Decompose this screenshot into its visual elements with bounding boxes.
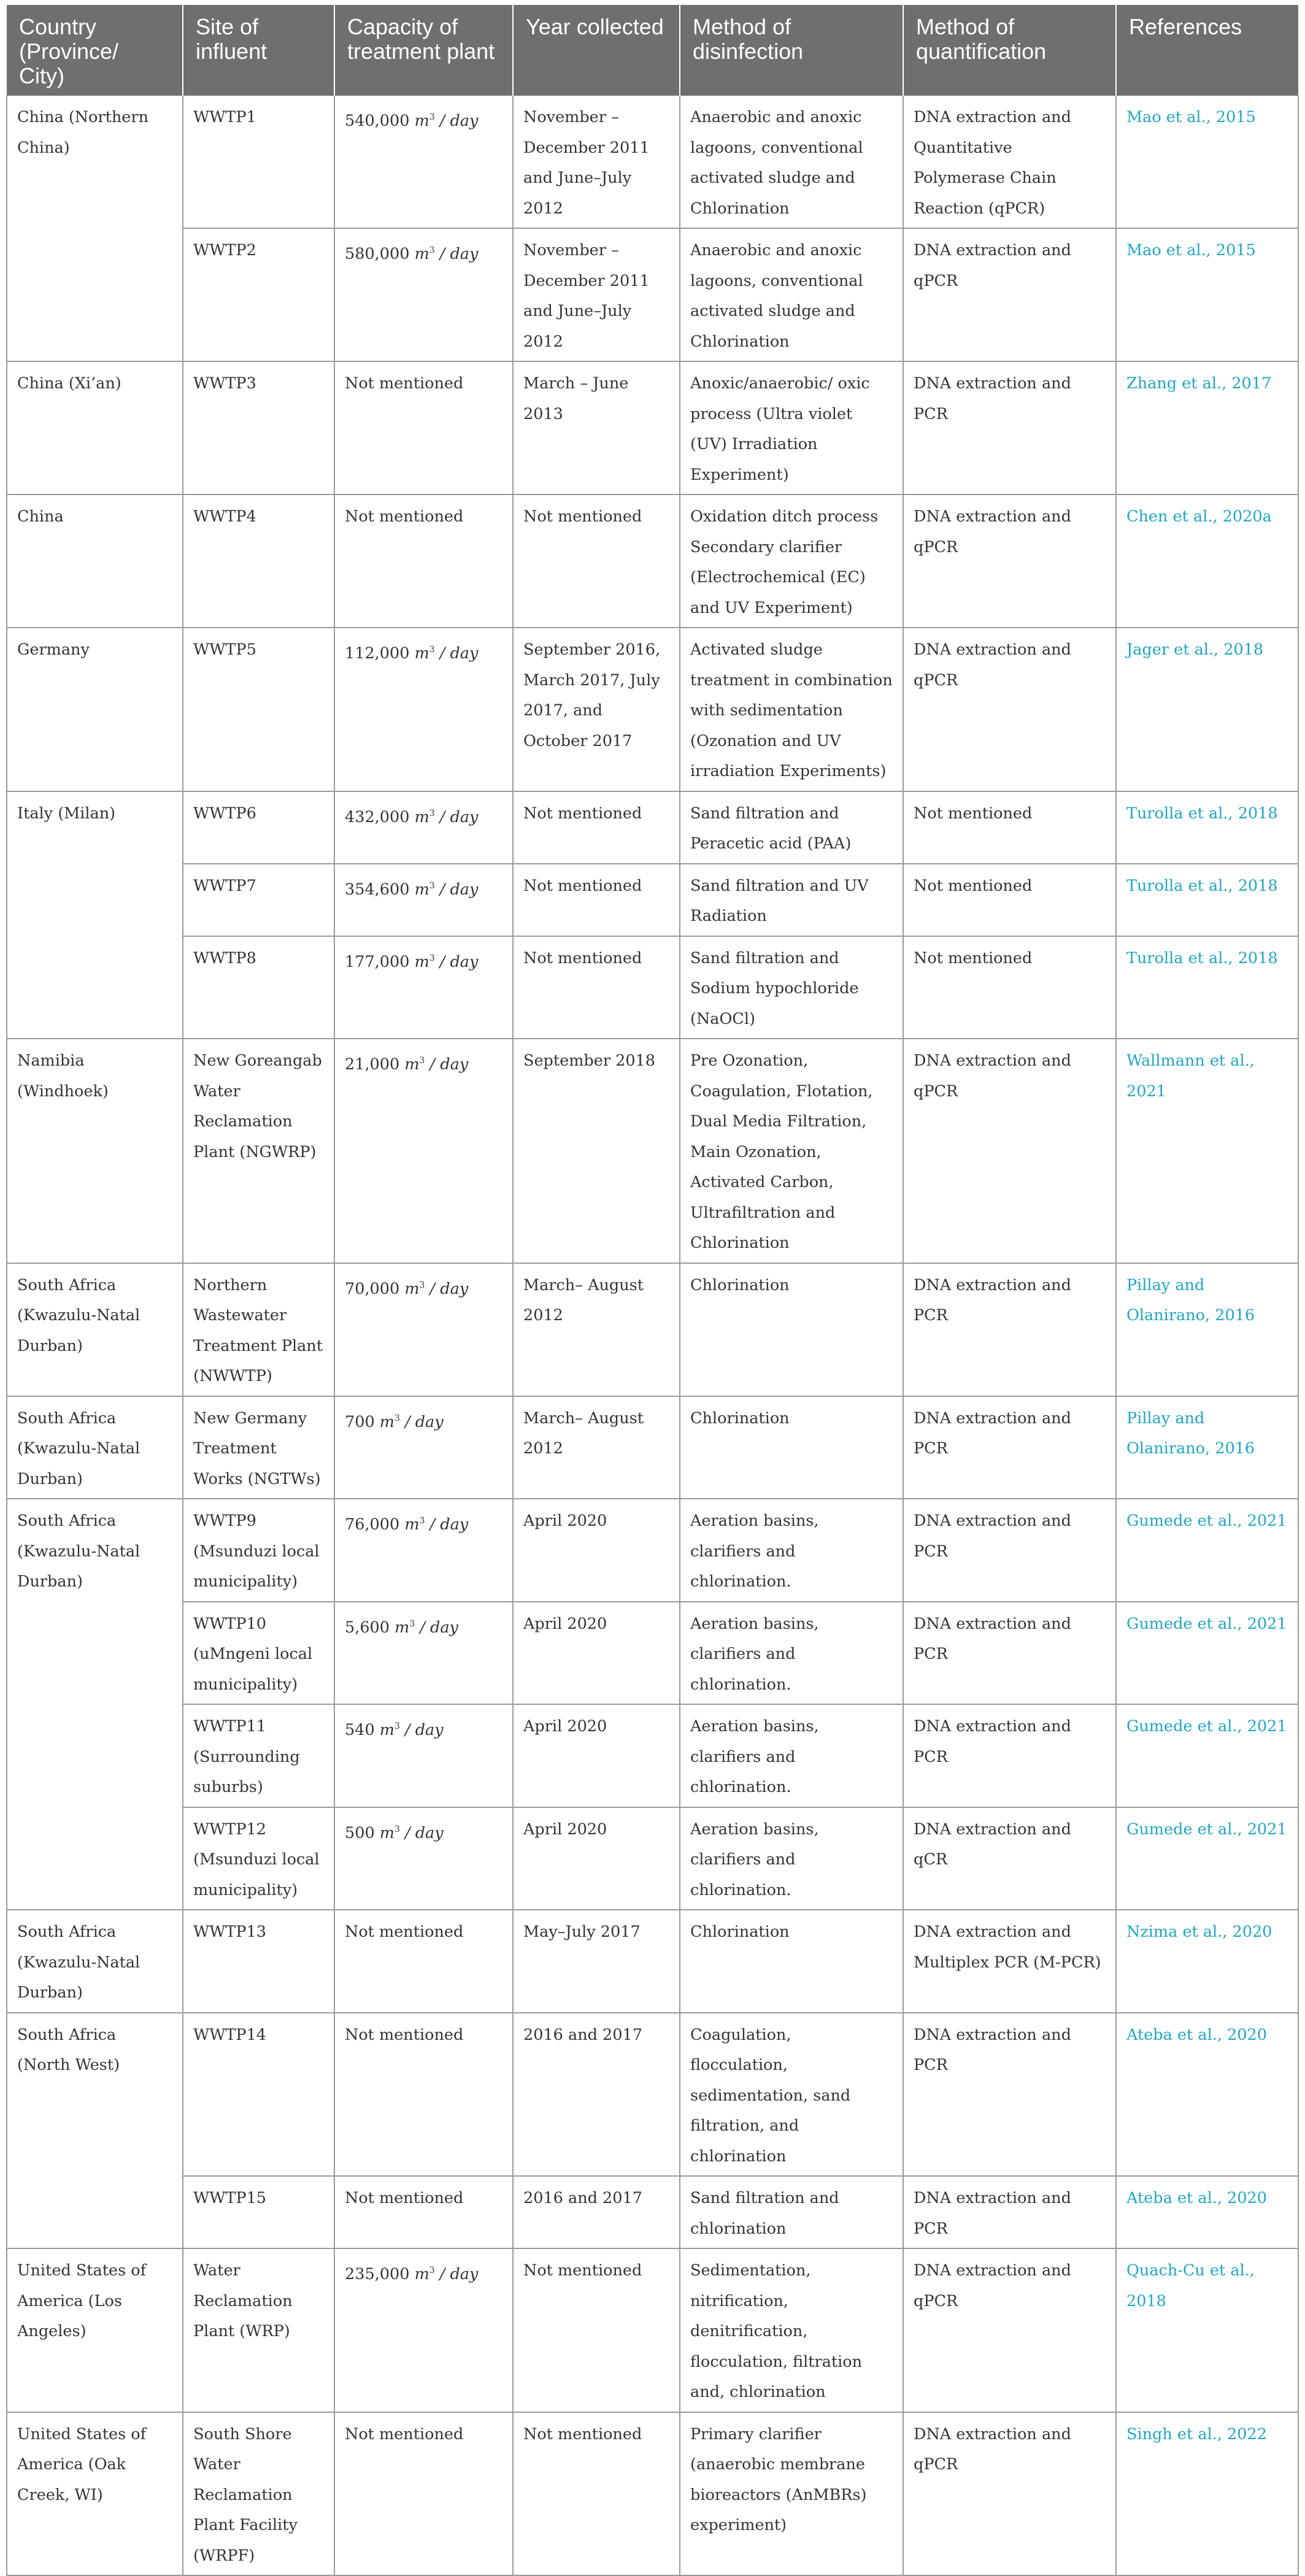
site-cell: Water Reclamation Plant (WRP) bbox=[183, 2248, 334, 2412]
table-row bbox=[7, 1910, 1298, 2013]
reference-link[interactable]: Turolla et al., 2018 bbox=[1116, 936, 1298, 1039]
capacity-value: 76,000 bbox=[345, 1515, 405, 1534]
site-cell: WWTP5 bbox=[183, 628, 334, 791]
capacity-unit: $m^3$ / day bbox=[379, 1721, 444, 1739]
site-cell: New Goreangab Water Reclamation Plant (NGWRP) bbox=[183, 1039, 334, 1263]
disinfection-cell: Primary clarifier (anaerobic membrane bioreactors (AnMBRs) experiment) bbox=[680, 2412, 903, 2576]
site-cell: WWTP11 (Surrounding suburbs) bbox=[183, 1704, 334, 1807]
site-cell: South Shore Water Reclamation Plant Facility (WRPF) bbox=[183, 2412, 334, 2576]
table-row bbox=[7, 1263, 1298, 1396]
capacity-cell bbox=[334, 936, 513, 1039]
header-row bbox=[7, 5, 1298, 96]
table-row bbox=[7, 361, 1298, 494]
country-cell: South Africa (North West) bbox=[7, 2013, 183, 2249]
disinfection-cell: Sand filtration and UV Radiation bbox=[680, 864, 903, 936]
capacity-cell bbox=[334, 1704, 513, 1807]
site-cell: WWTP3 bbox=[183, 361, 334, 494]
year-cell: 2016 and 2017 bbox=[513, 2013, 680, 2177]
header-references: References bbox=[1116, 5, 1298, 96]
quantification-cell: DNA extraction and PCR bbox=[903, 1263, 1116, 1396]
reference-link[interactable]: Wallmann et al., 2021 bbox=[1116, 1039, 1298, 1263]
table-row bbox=[7, 2176, 1298, 2248]
year-cell: March– August 2012 bbox=[513, 1263, 680, 1396]
table-row bbox=[7, 864, 1298, 936]
quantification-cell: DNA extraction and qPCR bbox=[903, 2412, 1116, 2576]
capacity-value: 235,000 bbox=[345, 2265, 415, 2283]
year-cell: November – December 2011 and June–July 2012 bbox=[513, 96, 680, 228]
capacity-cell bbox=[334, 1807, 513, 1910]
year-cell: April 2020 bbox=[513, 1704, 680, 1807]
capacity-cell bbox=[334, 1396, 513, 1499]
capacity-unit: $m^3$ / day bbox=[414, 644, 479, 663]
capacity-cell bbox=[334, 96, 513, 228]
year-cell: September 2016, March 2017, July 2017, and October 2017 bbox=[513, 628, 680, 791]
site-cell: WWTP7 bbox=[183, 864, 334, 936]
table-row bbox=[7, 1807, 1298, 1910]
reference-link[interactable]: Nzima et al., 2020 bbox=[1116, 1910, 1298, 2013]
capacity-unit: $m^3$ / day bbox=[414, 952, 479, 971]
country-cell: Germany bbox=[7, 628, 183, 791]
disinfection-cell: Aeration basins, clarifiers and chlorination. bbox=[680, 1807, 903, 1910]
year-cell: May–July 2017 bbox=[513, 1910, 680, 2013]
reference-link[interactable]: Pillay and Olanirano, 2016 bbox=[1116, 1263, 1298, 1396]
quantification-cell: DNA extraction and qPCR bbox=[903, 1039, 1116, 1263]
country-cell: Namibia (Windhoek) bbox=[7, 1039, 183, 1263]
site-cell: New Germany Treatment Works (NGTWs) bbox=[183, 1396, 334, 1499]
quantification-cell: DNA extraction and qPCR bbox=[903, 228, 1116, 361]
country-cell: South Africa (Kwazulu-Natal Durban) bbox=[7, 1910, 183, 2013]
reference-link[interactable]: Gumede et al., 2021 bbox=[1116, 1704, 1298, 1807]
capacity-value: 540,000 bbox=[345, 112, 415, 130]
quantification-cell: DNA extraction and PCR bbox=[903, 1704, 1116, 1807]
disinfection-cell: Aeration basins, clarifiers and chlorination. bbox=[680, 1704, 903, 1807]
site-cell: WWTP12 (Msunduzi local municipality) bbox=[183, 1807, 334, 1910]
capacity-cell bbox=[334, 1499, 513, 1602]
year-cell: Not mentioned bbox=[513, 791, 680, 864]
country-cell: United States of America (Los Angeles) bbox=[7, 2248, 183, 2412]
quantification-cell: DNA extraction and PCR bbox=[903, 1602, 1116, 1705]
capacity-unit: $m^3$ / day bbox=[414, 245, 479, 263]
country-cell: South Africa (Kwazulu-Natal Durban) bbox=[7, 1499, 183, 1910]
capacity-value: 540 bbox=[345, 1721, 380, 1739]
capacity-unit: $m^3$ / day bbox=[395, 1618, 458, 1637]
capacity-cell: Not mentioned bbox=[334, 2176, 513, 2248]
capacity-unit: $m^3$ / day bbox=[404, 1515, 469, 1534]
site-cell: Northern Wastewater Treatment Plant (NWWTP) bbox=[183, 1263, 334, 1396]
disinfection-cell: Sand filtration and Sodium hypochloride (NaOCl) bbox=[680, 936, 903, 1039]
year-cell: Not mentioned bbox=[513, 936, 680, 1039]
year-cell: March – June 2013 bbox=[513, 361, 680, 494]
site-cell: WWTP4 bbox=[183, 494, 334, 628]
capacity-value: 500 bbox=[345, 1823, 380, 1842]
capacity-value: 21,000 bbox=[345, 1055, 405, 1074]
reference-link[interactable]: Chen et al., 2020a bbox=[1116, 494, 1298, 628]
year-cell: March– August 2012 bbox=[513, 1396, 680, 1499]
capacity-cell bbox=[334, 1263, 513, 1396]
country-cell: United States of America (Oak Creek, WI) bbox=[7, 2412, 183, 2576]
year-cell: Not mentioned bbox=[513, 2412, 680, 2576]
capacity-cell bbox=[334, 2248, 513, 2412]
year-cell: Not mentioned bbox=[513, 2248, 680, 2412]
year-cell: Not mentioned bbox=[513, 864, 680, 936]
site-cell: WWTP10 (uMngeni local municipality) bbox=[183, 1602, 334, 1705]
capacity-cell: Not mentioned bbox=[334, 1910, 513, 2013]
year-cell: Not mentioned bbox=[513, 494, 680, 628]
header-quantification: Method of quantification bbox=[903, 5, 1116, 96]
reference-link[interactable]: Singh et al., 2022 bbox=[1116, 2412, 1298, 2576]
quantification-cell: Not mentioned bbox=[903, 864, 1116, 936]
wastewater-treatment-table bbox=[6, 5, 1299, 2576]
disinfection-cell: Pre Ozonation, Coagulation, Flotation, Dual Media Filtration, Main Ozonation, Activated Carbon, Ultrafiltration and Chlorination bbox=[680, 1039, 903, 1263]
year-cell: April 2020 bbox=[513, 1807, 680, 1910]
quantification-cell: DNA extraction and qCR bbox=[903, 1807, 1116, 1910]
capacity-unit: $m^3$ / day bbox=[414, 112, 479, 130]
country-cell: South Africa (Kwazulu-Natal Durban) bbox=[7, 1263, 183, 1396]
reference-link[interactable]: Ateba et al., 2020 bbox=[1116, 2176, 1298, 2248]
table-row bbox=[7, 936, 1298, 1039]
site-cell: WWTP1 bbox=[183, 96, 334, 228]
table-row bbox=[7, 1039, 1298, 1263]
quantification-cell: Not mentioned bbox=[903, 936, 1116, 1039]
header-year: Year collected bbox=[513, 5, 680, 96]
quantification-cell: DNA extraction and PCR bbox=[903, 1499, 1116, 1602]
capacity-value: 580,000 bbox=[345, 245, 415, 263]
disinfection-cell: Chlorination bbox=[680, 1396, 903, 1499]
reference-link[interactable]: Mao et al., 2015 bbox=[1116, 96, 1298, 228]
capacity-value: 70,000 bbox=[345, 1279, 405, 1298]
country-cell: Italy (Milan) bbox=[7, 791, 183, 1039]
disinfection-cell: Aeration basins, clarifiers and chlorination. bbox=[680, 1499, 903, 1602]
reference-link[interactable]: Turolla et al., 2018 bbox=[1116, 791, 1298, 864]
disinfection-cell: Oxidation ditch process Secondary clarifier (Electrochemical (EC) and UV Experiment) bbox=[680, 494, 903, 628]
header-country: Country (Province/ City) bbox=[7, 5, 183, 96]
year-cell: April 2020 bbox=[513, 1602, 680, 1705]
site-cell: WWTP6 bbox=[183, 791, 334, 864]
capacity-cell bbox=[334, 228, 513, 361]
capacity-unit: $m^3$ / day bbox=[404, 1279, 469, 1298]
table-row bbox=[7, 2013, 1298, 2177]
header-site: Site of influent bbox=[183, 5, 334, 96]
table-row bbox=[7, 1704, 1298, 1807]
capacity-cell: Not mentioned bbox=[334, 2013, 513, 2177]
table-row bbox=[7, 628, 1298, 791]
table-row bbox=[7, 2248, 1298, 2412]
disinfection-cell: Chlorination bbox=[680, 1910, 903, 2013]
country-cell: China (Northern China) bbox=[7, 96, 183, 361]
table-row bbox=[7, 494, 1298, 628]
reference-link[interactable]: Zhang et al., 2017 bbox=[1116, 361, 1298, 494]
year-cell: 2016 and 2017 bbox=[513, 2176, 680, 2248]
header-capacity: Capacity of treatment plant bbox=[334, 5, 513, 96]
capacity-cell: Not mentioned bbox=[334, 494, 513, 628]
quantification-cell: DNA extraction and PCR bbox=[903, 2013, 1116, 2177]
capacity-unit: $m^3$ / day bbox=[414, 807, 479, 826]
disinfection-cell: Anaerobic and anoxic lagoons, conventional activated sludge and Chlorination bbox=[680, 96, 903, 228]
capacity-value: 112,000 bbox=[345, 644, 415, 663]
quantification-cell: DNA extraction and qPCR bbox=[903, 628, 1116, 791]
capacity-cell bbox=[334, 791, 513, 864]
disinfection-cell: Anoxic/anaerobic/ oxic process (Ultra violet (UV) Irradiation Experiment) bbox=[680, 361, 903, 494]
country-cell: China bbox=[7, 494, 183, 628]
capacity-value: 432,000 bbox=[345, 807, 415, 826]
table-row bbox=[7, 2412, 1298, 2576]
capacity-value: 5,600 bbox=[345, 1618, 395, 1637]
capacity-value: 700 bbox=[345, 1412, 380, 1431]
table-row bbox=[7, 1602, 1298, 1705]
header-disinfection: Method of disinfection bbox=[680, 5, 903, 96]
reference-link[interactable]: Ateba et al., 2020 bbox=[1116, 2013, 1298, 2177]
reference-link[interactable]: Mao et al., 2015 bbox=[1116, 228, 1298, 361]
year-cell: September 2018 bbox=[513, 1039, 680, 1263]
quantification-cell: DNA extraction and PCR bbox=[903, 1396, 1116, 1499]
quantification-cell: DNA extraction and qPCR bbox=[903, 2248, 1116, 2412]
capacity-unit: $m^3$ / day bbox=[379, 1823, 444, 1842]
table-row bbox=[7, 791, 1298, 864]
table-row bbox=[7, 228, 1298, 361]
disinfection-cell: Aeration basins, clarifiers and chlorination. bbox=[680, 1602, 903, 1705]
disinfection-cell: Sand filtration and Peracetic acid (PAA) bbox=[680, 791, 903, 864]
quantification-cell: DNA extraction and Quantitative Polymerase Chain Reaction (qPCR) bbox=[903, 96, 1116, 228]
disinfection-cell: Activated sludge treatment in combination with sedimentation (Ozonation and UV irradiation Experiments) bbox=[680, 628, 903, 791]
quantification-cell: DNA extraction and qPCR bbox=[903, 494, 1116, 628]
disinfection-cell: Anaerobic and anoxic lagoons, conventional activated sludge and Chlorination bbox=[680, 228, 903, 361]
table-container bbox=[6, 5, 1298, 2576]
table-row bbox=[7, 1499, 1298, 1602]
country-cell: China (Xi’an) bbox=[7, 361, 183, 494]
site-cell: WWTP9 (Msunduzi local municipality) bbox=[183, 1499, 334, 1602]
quantification-cell: DNA extraction and PCR bbox=[903, 2176, 1116, 2248]
disinfection-cell: Chlorination bbox=[680, 1263, 903, 1396]
country-cell: South Africa (Kwazulu-Natal Durban) bbox=[7, 1396, 183, 1499]
year-cell: November – December 2011 and June–July 2012 bbox=[513, 228, 680, 361]
table-row bbox=[7, 96, 1298, 228]
year-cell: April 2020 bbox=[513, 1499, 680, 1602]
site-cell: WWTP13 bbox=[183, 1910, 334, 2013]
capacity-unit: $m^3$ / day bbox=[379, 1412, 444, 1431]
quantification-cell: DNA extraction and Multiplex PCR (M-PCR) bbox=[903, 1910, 1116, 2013]
capacity-cell bbox=[334, 628, 513, 791]
reference-link[interactable]: Gumede et al., 2021 bbox=[1116, 1807, 1298, 1910]
capacity-unit: $m^3$ / day bbox=[414, 880, 479, 899]
capacity-cell bbox=[334, 864, 513, 936]
capacity-cell: Not mentioned bbox=[334, 2412, 513, 2576]
table-row bbox=[7, 1396, 1298, 1499]
reference-link[interactable]: Jager et al., 2018 bbox=[1116, 628, 1298, 791]
disinfection-cell: Sedimentation, nitrification, denitrification, flocculation, filtration and, chlorination bbox=[680, 2248, 903, 2412]
reference-link[interactable]: Pillay and Olanirano, 2016 bbox=[1116, 1396, 1298, 1499]
site-cell: WWTP15 bbox=[183, 2176, 334, 2248]
capacity-unit: $m^3$ / day bbox=[404, 1055, 469, 1074]
reference-link[interactable]: Gumede et al., 2021 bbox=[1116, 1499, 1298, 1602]
capacity-cell: Not mentioned bbox=[334, 361, 513, 494]
site-cell: WWTP14 bbox=[183, 2013, 334, 2177]
reference-link[interactable]: Quach-Cu et al., 2018 bbox=[1116, 2248, 1298, 2412]
reference-link[interactable]: Gumede et al., 2021 bbox=[1116, 1602, 1298, 1705]
reference-link[interactable]: Turolla et al., 2018 bbox=[1116, 864, 1298, 936]
capacity-unit: $m^3$ / day bbox=[414, 2265, 479, 2283]
site-cell: WWTP8 bbox=[183, 936, 334, 1039]
quantification-cell: DNA extraction and PCR bbox=[903, 361, 1116, 494]
site-cell: WWTP2 bbox=[183, 228, 334, 361]
capacity-value: 177,000 bbox=[345, 952, 415, 971]
disinfection-cell: Coagulation, flocculation, sedimentation, sand filtration, and chlorination bbox=[680, 2013, 903, 2177]
capacity-cell bbox=[334, 1602, 513, 1705]
capacity-value: 354,600 bbox=[345, 880, 415, 899]
capacity-cell bbox=[334, 1039, 513, 1263]
quantification-cell: Not mentioned bbox=[903, 791, 1116, 864]
disinfection-cell: Sand filtration and chlorination bbox=[680, 2176, 903, 2248]
